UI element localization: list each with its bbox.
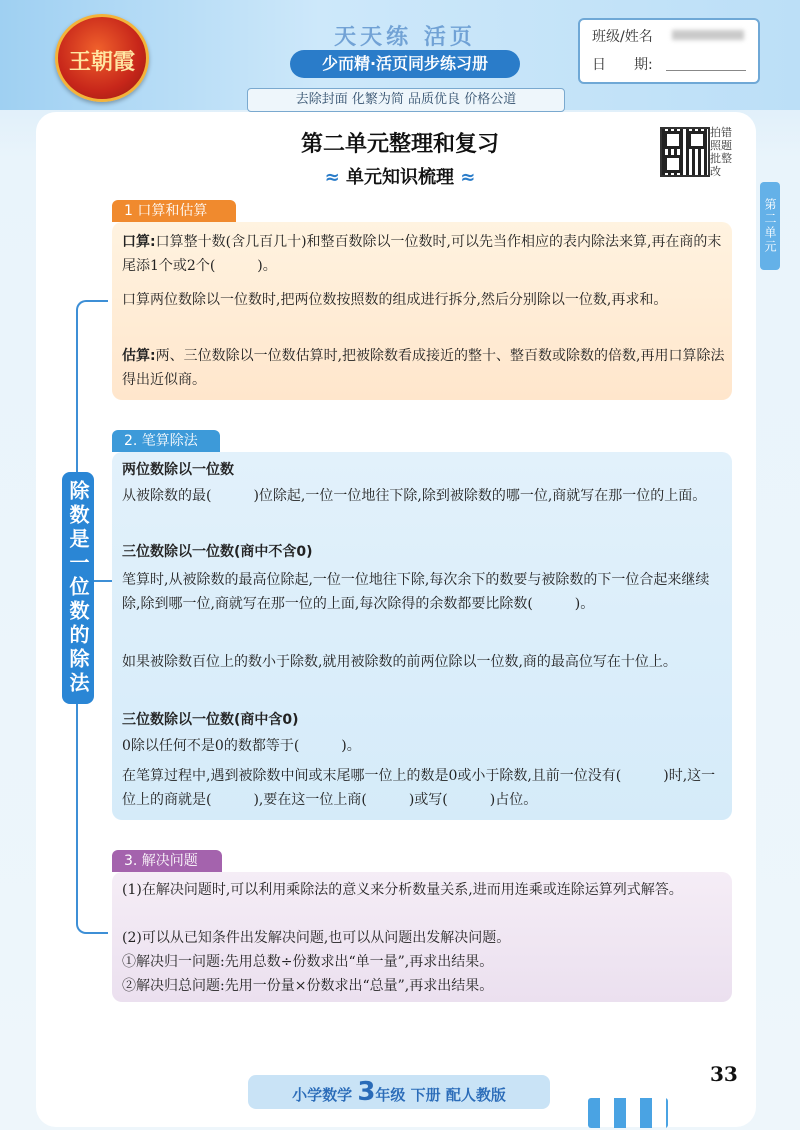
date-line	[666, 70, 746, 71]
qr-corner	[664, 131, 682, 149]
subheading: 三位数除以一位数(商中不含0)	[122, 544, 313, 560]
section-tag-written-division: 2. 笔算除法	[112, 430, 220, 452]
page-number: 33	[710, 1062, 738, 1086]
footer-grade-num: 3	[357, 1077, 376, 1107]
paragraph: 如果被除数百位上的数小于除数,就用被除数的前两位除以一位数,商的最高位写在十位上。	[122, 654, 677, 670]
wave-icon: ≈	[324, 167, 340, 188]
paragraph: 笔算时,从被除数的最高位除起,一位一位地往下除,每次余下的数要与被除数的下一位合起来继续除,除到哪一位,商就写在那一位的上面,每次除得的余数都要比除数( )。	[122, 572, 710, 612]
paragraph	[122, 344, 726, 392]
footer-grade: 年级	[375, 1086, 406, 1104]
class-name-label: 班级/姓名	[592, 29, 653, 45]
paragraph: ②解决归总问题:先用一份量×份数求出“总量”,再求出结果。	[122, 978, 494, 994]
footer-volume: 下册	[410, 1086, 441, 1104]
date-label: 日 期:	[592, 57, 653, 73]
paragraph-text: 两、三位数除以一位数估算时,把被除数看成接近的整十、整百数或除数的倍数,再用口算除法得出近似商。	[122, 348, 725, 388]
bottom-decoration	[588, 1098, 668, 1128]
mindmap-connector	[76, 300, 108, 474]
name-date-box	[578, 18, 760, 84]
slogan: 去除封面 化繁为简 品质优良 价格公道	[247, 88, 565, 112]
brand-title: 天天练 活页	[334, 25, 476, 50]
topic-vertical-label: 除数是一位数的除法	[62, 472, 94, 704]
page-title: 第二单元整理和复习	[300, 132, 499, 157]
qr-corner	[688, 131, 706, 149]
series-ribbon: 少而精·活页同步练习册	[290, 50, 520, 78]
paragraph: (2)可以从已知条件出发解决问题,也可以从问题出发解决问题。	[122, 930, 511, 946]
brand-logo	[55, 14, 149, 102]
term: 估算:	[122, 348, 156, 364]
footer-band	[248, 1075, 550, 1109]
qr-corner	[664, 155, 682, 173]
qr-label: 拍错照题批整改	[710, 126, 732, 178]
paragraph: 0除以任何不是0的数都等于( )。	[122, 738, 361, 754]
subtitle-text: 单元知识梳理	[346, 167, 454, 188]
section-tag-mental-calc: 1 口算和估算	[112, 200, 236, 222]
paragraph: (1)在解决问题时,可以利用乘除法的意义来分析数量关系,进而用连乘或连除运算列式解答。	[122, 882, 683, 898]
unit-side-tab: 第二单元	[760, 182, 780, 270]
paragraph	[122, 230, 726, 278]
subheading: 三位数除以一位数(商中含0)	[122, 712, 299, 728]
mindmap-connector	[94, 580, 112, 582]
paragraph-text: 口算整十数(含几百几十)和整百数除以一位数时,可以先当作相应的表内除法来算,再在商的末尾添1个或2个( )。	[122, 234, 722, 274]
footer-subject: 小学数学	[292, 1086, 353, 1104]
paragraph: 在笔算过程中,遇到被除数中间或末尾哪一位上的数是0或小于除数,且前一位没有( )时,这一位上的商就是( ),要在这一位上商( )或写( )占位。	[122, 768, 716, 808]
wave-icon: ≈	[460, 167, 476, 188]
section-subtitle	[280, 163, 520, 189]
logo-text: 王朝霞	[68, 49, 135, 75]
subheading: 两位数除以一位数	[122, 462, 234, 478]
mindmap-connector	[76, 704, 108, 934]
redacted-name	[672, 30, 744, 40]
section-tag-problem-solving: 3. 解决问题	[112, 850, 222, 872]
term: 口算:	[122, 234, 156, 250]
footer-edition: 配人教版	[445, 1086, 506, 1104]
paragraph: ①解决归一问题:先用总数÷份数求出“单一量”,再求出结果。	[122, 954, 494, 970]
paragraph: 从被除数的最( )位除起,一位一位地往下除,除到被除数的哪一位,商就写在那一位的上面。	[122, 488, 707, 504]
paragraph: 口算两位数除以一位数时,把两位数按照数的组成进行拆分,然后分别除以一位数,再求和。	[122, 292, 668, 308]
qr-code-icon[interactable]	[660, 127, 710, 177]
